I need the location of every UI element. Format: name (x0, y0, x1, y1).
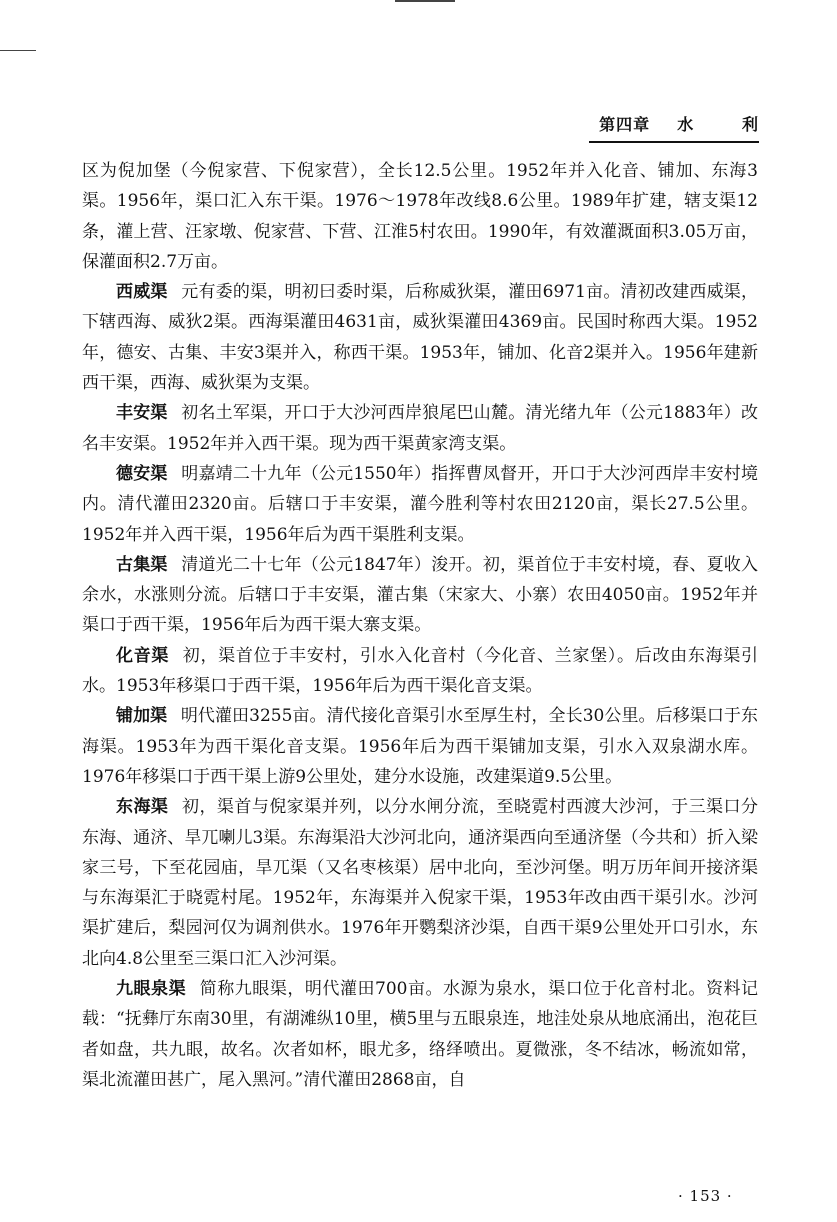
page-number: · 153 · (678, 1187, 733, 1205)
entry-text: 初，渠首与倪家渠并列，以分水闸分流，至晓霓村西渡大沙河，于三渠口分东海、通济、旱兀喇儿3渠。东海渠沿大沙河北向，通济渠西向至通济堡（今共和）折入梁家三号，下至花园庙，旱兀渠（又名枣核渠）居中北向，至沙河堡。明万历年间开接济渠与东海渠汇于晓霓村尾。1952年，东海渠并入倪家干渠，1953年改由西干渠引水。沙河渠扩建后，梨园河仅为调剂供水。1976年开鹦梨济沙渠，自西干渠9公里处开口引水，东北向4.8公里至三渠口汇入沙河渠。 (82, 797, 758, 969)
entry-guji (82, 550, 758, 641)
entry-term: 化音渠 (116, 645, 170, 666)
chapter-title-part: 利 (741, 115, 759, 134)
scan-edge-mark (395, 0, 455, 2)
entry-dean (82, 459, 758, 550)
entry-text: 明嘉靖二十九年（公元1550年）指挥曹凤督开，开口于大沙河西岸丰安村境内。清代灌田2320亩。后辖口于丰安渠，灌今胜利等村农田2120亩，渠长27.5公里。1952年并入西干渠，1956年后为西干渠胜利支渠。 (82, 463, 759, 545)
entry-donghai (82, 792, 758, 974)
entry-term: 铺加渠 (116, 706, 168, 727)
entry-term: 西威渠 (116, 282, 168, 303)
scan-edge-mark (0, 50, 36, 51)
entry-fengan (82, 398, 758, 459)
chapter-title-part: 水 (677, 115, 695, 134)
chapter-label: 第四章 (599, 115, 651, 134)
entry-text: 初名土军渠，开口于大沙河西岸狼尾巴山麓。清光绪九年（公元1883年）改名丰安渠。1952年并入西干渠。现为西干渠黄家湾支渠。 (82, 403, 759, 454)
entry-huayin (82, 641, 758, 702)
entry-term: 东海渠 (116, 797, 169, 818)
entry-term: 丰安渠 (116, 403, 168, 424)
running-header (589, 112, 759, 143)
entry-term: 九眼泉渠 (116, 979, 187, 1000)
entry-text: 清道光二十七年（公元1847年）浚开。初，渠首位于丰安村境，春、夏收入余水，水涨则分流。后辖口于丰安渠，灌古集（宋家大、小寨）农田4050亩。1952年并渠口于西干渠，1956年后为西干渠大寨支渠。 (82, 554, 759, 636)
entry-term: 德安渠 (116, 463, 168, 484)
entry-text: 明代灌田3255亩。清代接化音渠引水至厚生村，全长30公里。后移渠口于东海渠。1953年为西干渠化音支渠。1956年后为西干渠铺加支渠，引水入双泉湖水库。1976年移渠口于西干渠上游9公里处，建分水设施，改建渠道9.5公里。 (82, 706, 759, 787)
entry-text: 初，渠首位于丰安村，引水入化音村（今化音、兰家堡）。后改由东海渠引水。1953年移渠口于西干渠，1956年后为西干渠化音支渠。 (82, 645, 759, 697)
entry-term: 古集渠 (116, 554, 168, 575)
entry-jiuyanquan (82, 974, 758, 1095)
entry-pujia (82, 701, 758, 792)
body-text (82, 156, 758, 1095)
entry-text: 简称九眼渠，明代灌田700亩。水源为泉水，渠口位于化音村北。资料记载：“抚彝厅东南30里，有湖滩纵10里，横5里与五眼泉连，地洼处泉从地底涌出，泡花巨者如盘，共九眼，故名。次者如杯，眼尤多，络绎喷出。夏微涨，冬不结冰，畅流如常，渠北流灌田甚广，尾入黑河。”清代灌田2868亩，自 (82, 979, 759, 1090)
entry-xiwei (82, 277, 758, 398)
lead-paragraph: 区为倪加堡（今倪家营、下倪家营），全长12.5公里。1952年并入化音、铺加、东海3渠。1956年，渠口汇入东干渠。1976～1978年改线8.6公里。1989年扩建，辖支渠12条，灌上营、汪家墩、倪家营、下营、江淮5村农田。1990年，有效灌溉面积3.05万亩，保灌面积2.7万亩。 (82, 161, 758, 272)
entry-text: 元有委的渠，明初曰委时渠，后称威狄渠，灌田6971亩。清初改建西威渠，下辖西海、威狄2渠。西海渠灌田4631亩，威狄渠灌田4369亩。民国时称西大渠。1952年，德安、古集、丰安3渠并入，称西干渠。1953年，铺加、化音2渠并入。1956年建新西干渠，西海、威狄渠为支渠。 (82, 282, 759, 394)
